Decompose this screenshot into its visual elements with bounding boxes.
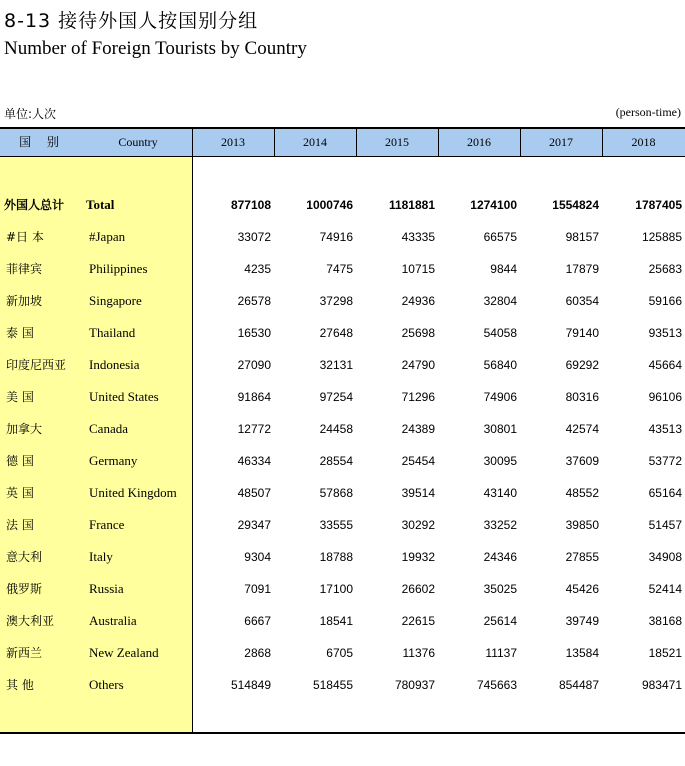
- value-cell-2015: 19932: [401, 550, 435, 564]
- value-cell-2013: 12772: [237, 422, 271, 436]
- value-cell-2014: 74916: [319, 230, 353, 244]
- table-title-en: Number of Foreign Tourists by Country: [4, 38, 307, 59]
- header-year-2014: 2014: [303, 135, 327, 149]
- value-cell-2013: 29347: [237, 518, 271, 532]
- header-year-2018: 2018: [631, 135, 656, 149]
- value-cell-2018: 125885: [641, 230, 682, 244]
- value-cell-2016: 43140: [483, 486, 517, 500]
- value-cell-2016: 25614: [483, 614, 517, 628]
- country-name-cn: 新西兰: [6, 646, 43, 660]
- value-cell-2013: 26578: [237, 294, 271, 308]
- value-cell-2018: 983471: [641, 678, 682, 692]
- table-row: [0, 253, 685, 285]
- table-row: [0, 317, 685, 349]
- value-cell-2016: 9844: [490, 262, 517, 276]
- value-cell-2016: 35025: [483, 582, 517, 596]
- country-name-cn: 菲律宾: [6, 262, 43, 276]
- country-name-cn: 英 国: [6, 486, 34, 500]
- value-cell-2015: 24790: [401, 358, 435, 372]
- column-divider: [602, 129, 603, 156]
- country-name-en: Italy: [89, 549, 113, 564]
- header-year-2013: 2013: [221, 135, 245, 149]
- country-name-en: Indonesia: [89, 357, 140, 372]
- header-year-2016: 2016: [467, 135, 491, 149]
- country-name-cn: 其 他: [6, 678, 34, 692]
- country-name-cn: 澳大利亚: [6, 614, 55, 628]
- value-cell-2016: 54058: [483, 326, 517, 340]
- value-cell-2016: 11137: [485, 646, 517, 660]
- country-name-en: Russia: [89, 581, 124, 596]
- value-cell-2014: 27648: [319, 326, 353, 340]
- value-cell-2013: 9304: [244, 550, 271, 564]
- value-cell-2014: 18541: [319, 614, 353, 628]
- value-cell-2013: 91864: [237, 390, 271, 404]
- country-name-en: Canada: [89, 421, 128, 436]
- value-cell-2014: 18788: [319, 550, 353, 564]
- value-cell-2018: 38168: [648, 614, 682, 628]
- value-cell-2013: 6667: [244, 614, 271, 628]
- value-cell-2015: 26602: [401, 582, 435, 596]
- table-row: [0, 221, 685, 253]
- value-cell-2018: 51457: [648, 518, 682, 532]
- value-cell-2016: 30801: [483, 422, 517, 436]
- value-cell-2015: 25698: [401, 326, 435, 340]
- country-name-cn: 泰 国: [6, 326, 34, 340]
- value-cell-2014: 7475: [326, 262, 353, 276]
- value-cell-2015: 24936: [401, 294, 435, 308]
- value-cell-2014: 6705: [326, 646, 353, 660]
- value-cell-2017: 854487: [558, 678, 599, 692]
- value-cell-2013: 16530: [237, 326, 271, 340]
- country-name-cn: 法 国: [6, 518, 34, 532]
- column-divider: [274, 129, 275, 156]
- value-cell-2013: 2868: [244, 646, 271, 660]
- value-cell-2013: 514849: [230, 678, 271, 692]
- value-cell-2015: 30292: [401, 518, 435, 532]
- value-cell-2017: 13584: [565, 646, 599, 660]
- country-name-cn: 俄罗斯: [6, 582, 43, 596]
- country-name-cn: 意大利: [6, 550, 43, 564]
- unit-label-en: (person-time): [615, 105, 681, 119]
- value-cell-2018: 53772: [648, 454, 682, 468]
- value-cell-2018: 1787405: [635, 198, 682, 212]
- country-name-cn: 加拿大: [6, 422, 43, 436]
- value-cell-2013: 33072: [237, 230, 271, 244]
- value-cell-2014: 24458: [319, 422, 353, 436]
- value-cell-2017: 27855: [565, 550, 599, 564]
- value-cell-2017: 39749: [565, 614, 599, 628]
- value-cell-2013: 4235: [244, 262, 271, 276]
- value-cell-2014: 518455: [312, 678, 353, 692]
- country-name-en: Philippines: [89, 261, 148, 276]
- value-cell-2017: 39850: [565, 518, 599, 532]
- value-cell-2015: 780937: [394, 678, 435, 692]
- table-row: [0, 445, 685, 477]
- country-name-en: Singapore: [89, 293, 142, 308]
- country-name-cn: 德 国: [6, 454, 34, 468]
- value-cell-2013: 46334: [237, 454, 271, 468]
- value-cell-2017: 37609: [565, 454, 599, 468]
- value-cell-2018: 93513: [648, 326, 682, 340]
- value-cell-2013: 27090: [237, 358, 271, 372]
- column-divider: [520, 129, 521, 156]
- value-cell-2018: 96106: [648, 390, 682, 404]
- header-country-cn: 国 别: [19, 135, 65, 149]
- table-row: [0, 285, 685, 317]
- header-year-2015: 2015: [385, 135, 409, 149]
- country-name-en: Australia: [89, 613, 137, 628]
- country-name-en: #Japan: [89, 229, 126, 244]
- value-cell-2015: 24389: [401, 422, 435, 436]
- value-cell-2017: 69292: [565, 358, 599, 372]
- country-name-cn: 外国人总计: [4, 198, 65, 212]
- value-cell-2015: 10715: [401, 262, 435, 276]
- value-cell-2018: 52414: [648, 582, 682, 596]
- country-name-en: Thailand: [89, 325, 136, 340]
- table-row: [0, 637, 685, 669]
- table-row: [0, 413, 685, 445]
- value-cell-2017: 80316: [565, 390, 599, 404]
- value-cell-2015: 11376: [402, 646, 435, 660]
- column-divider: [438, 129, 439, 156]
- value-cell-2013: 48507: [237, 486, 271, 500]
- value-cell-2017: 98157: [565, 230, 599, 244]
- table-row: [0, 381, 685, 413]
- table-title-cn: 8-13 接待外国人按国别分组: [4, 10, 259, 32]
- value-cell-2014: 97254: [319, 390, 353, 404]
- value-cell-2014: 32131: [319, 358, 353, 372]
- unit-label-cn: 单位:人次: [4, 107, 57, 121]
- country-name-en: France: [89, 517, 125, 532]
- value-cell-2017: 1554824: [552, 198, 599, 212]
- value-cell-2018: 65164: [648, 486, 682, 500]
- value-cell-2016: 33252: [483, 518, 517, 532]
- table-row: [0, 669, 685, 701]
- country-name-en: Others: [89, 677, 124, 692]
- table-row: [0, 541, 685, 573]
- country-name-en: Germany: [89, 453, 138, 468]
- value-cell-2015: 1181881: [388, 198, 435, 212]
- value-cell-2015: 43335: [401, 230, 435, 244]
- value-cell-2018: 18521: [648, 646, 682, 660]
- value-cell-2015: 25454: [401, 454, 435, 468]
- value-cell-2015: 39514: [401, 486, 435, 500]
- value-cell-2018: 43513: [648, 422, 682, 436]
- total-row: [0, 189, 685, 221]
- value-cell-2016: 66575: [483, 230, 517, 244]
- country-name-en: Total: [86, 197, 115, 212]
- value-cell-2016: 74906: [483, 390, 517, 404]
- table-bottom-rule: [0, 732, 685, 734]
- tourists-table: [0, 127, 685, 734]
- table-row: [0, 477, 685, 509]
- value-cell-2014: 28554: [319, 454, 353, 468]
- value-cell-2018: 45664: [648, 358, 682, 372]
- country-name-en: New Zealand: [89, 645, 159, 660]
- value-cell-2017: 17879: [565, 262, 599, 276]
- value-cell-2018: 25683: [648, 262, 682, 276]
- value-cell-2015: 71296: [401, 390, 435, 404]
- column-divider: [356, 129, 357, 156]
- value-cell-2016: 24346: [483, 550, 517, 564]
- value-cell-2017: 45426: [565, 582, 599, 596]
- value-cell-2015: 22615: [401, 614, 435, 628]
- country-name-en: United States: [89, 389, 159, 404]
- value-cell-2017: 79140: [565, 326, 599, 340]
- header-year-2017: 2017: [549, 135, 573, 149]
- value-cell-2016: 1274100: [470, 198, 517, 212]
- country-name-cn: 新加坡: [6, 294, 43, 308]
- table-row: [0, 349, 685, 381]
- value-cell-2018: 34908: [648, 550, 682, 564]
- country-name-cn: 印度尼西亚: [6, 358, 67, 372]
- value-cell-2013: 7091: [244, 582, 271, 596]
- value-cell-2014: 33555: [319, 518, 353, 532]
- table-row: [0, 509, 685, 541]
- value-cell-2017: 60354: [565, 294, 599, 308]
- value-cell-2014: 57868: [319, 486, 353, 500]
- value-cell-2016: 56840: [483, 358, 517, 372]
- value-cell-2016: 745663: [476, 678, 517, 692]
- value-cell-2014: 17100: [319, 582, 353, 596]
- table-row: [0, 605, 685, 637]
- value-cell-2018: 59166: [648, 294, 682, 308]
- table-row: [0, 573, 685, 605]
- value-cell-2013: 877108: [230, 198, 271, 212]
- value-cell-2014: 37298: [319, 294, 353, 308]
- value-cell-2016: 30095: [483, 454, 517, 468]
- value-cell-2017: 48552: [565, 486, 599, 500]
- value-cell-2017: 42574: [565, 422, 599, 436]
- value-cell-2016: 32804: [483, 294, 517, 308]
- value-cell-2014: 1000746: [306, 198, 353, 212]
- country-name-cn: #日 本: [6, 230, 44, 244]
- header-country-en: Country: [118, 135, 158, 149]
- country-name-en: United Kingdom: [89, 485, 177, 500]
- country-name-cn: 美 国: [6, 390, 34, 404]
